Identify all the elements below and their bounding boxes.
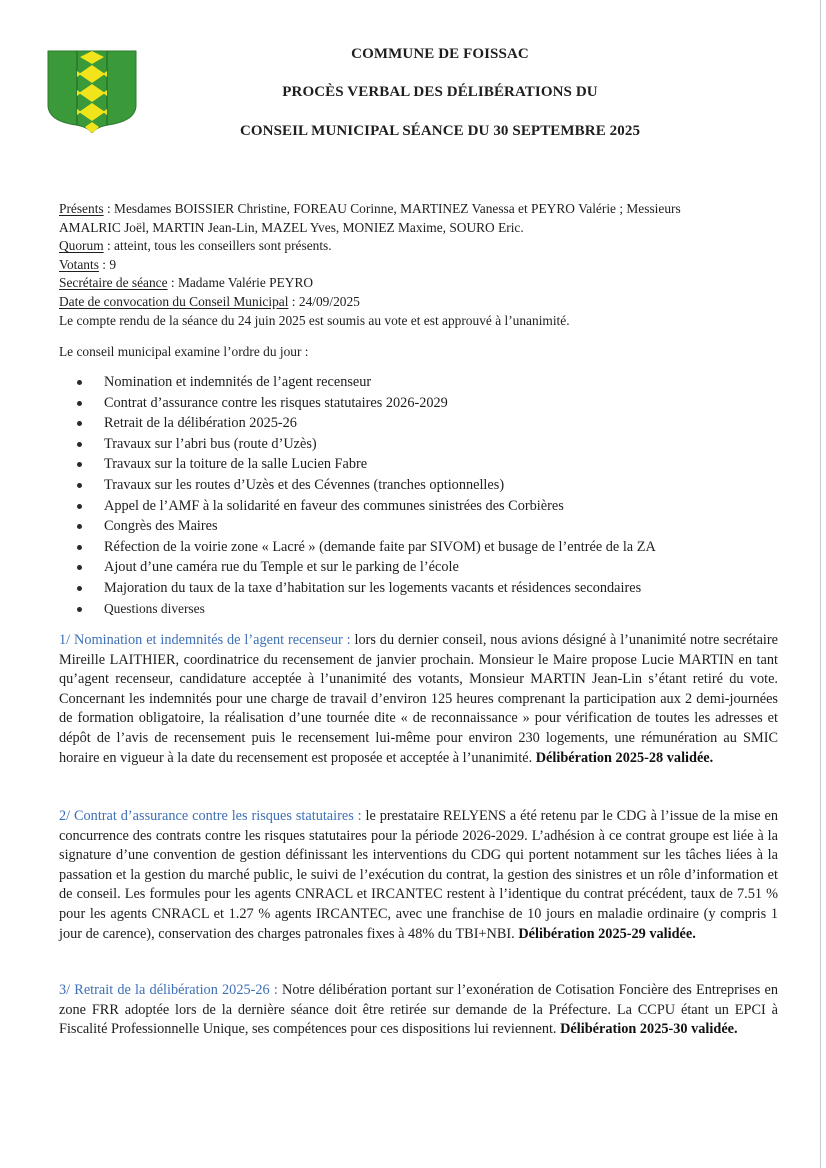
section-body: le prestataire RELYENS a été retenu par le CDG à l’issue de la mise en concurrence des contrats contre les risques statutaires pour la période 2026-2029. L’adhésion à ce contrat groupe est liée à la signature d’une convention de gestion définissant les interventions du CDG qui portent notamment sur les tâches liées à la passation et la gestion du marché public, le suivi de l’exécution du contrat, la gestion des sinistres et un rôle d’information et de conseil. Les formules pour les agents CNRACL et IRCANTEC restent à l’identique du contrat précédent, taux de 7.51 % pour les agents CNRACL et 1.27 % agents IRCANTEC, avec une franchise de 10 jours en maladie ordinaire (y compris 1 jour de carence), conservation des charges patronales fixes à 48% du TBI+NBI. — [59, 808, 779, 942]
bullet-icon — [77, 524, 82, 529]
agenda-intro: Le conseil municipal examine l’ordre du jour : — [59, 344, 309, 359]
secretaire-label: Secrétaire de séance — [59, 275, 168, 291]
bullet-icon — [77, 462, 82, 467]
quorum-value: : atteint, tous les conseillers sont présents. — [103, 238, 332, 254]
agenda-item: Congrès des Maires — [75, 516, 656, 537]
convocation-value: : 24/09/2025 — [288, 293, 360, 309]
presents-line — [59, 200, 779, 219]
agenda-list — [75, 372, 656, 619]
agenda-item: Questions diverses — [75, 599, 656, 620]
agenda-item: Majoration du taux de la taxe d’habitation sur les logements vacants et résidences secondaires — [75, 578, 656, 599]
quorum-line — [59, 237, 779, 256]
section-decision: Délibération 2025-30 validée. — [560, 1021, 738, 1038]
agenda-item: Nomination et indemnités de l’agent recenseur — [75, 372, 656, 393]
votants-label: Votants — [59, 256, 99, 272]
convocation-label: Date de convocation du Conseil Municipal — [59, 293, 289, 309]
quorum-label: Quorum — [59, 238, 104, 254]
secretaire-value: : Madame Valérie PEYRO — [167, 275, 314, 291]
section-body: Notre délibération portant sur l’exonération de Cotisation Foncière des Entreprises en zone FRR adoptée lors de la dernière séance doit être retirée sur demande de la Préfecture. La CCPU étant un EPCI à Fiscalité Professionnelle Unique, ses compétences pour ces dispositions lui reviennent. — [59, 982, 778, 1038]
agenda-item: Travaux sur l’abri bus (route d’Uzès) — [75, 434, 656, 455]
bullet-icon — [77, 607, 82, 612]
bullet-icon — [77, 545, 82, 550]
votants-value: : 9 — [98, 256, 117, 272]
convocation-line — [59, 293, 779, 312]
attendance-block — [59, 200, 779, 330]
agenda-item: Retrait de la délibération 2025-26 — [75, 413, 656, 434]
agenda-item: Travaux sur les routes d’Uzès et des Cévennes (tranches optionnelles) — [75, 475, 656, 496]
bullet-icon — [77, 565, 82, 570]
bullet-icon — [77, 421, 82, 426]
agenda-item: Réfection de la voirie zone « Lacré » (demande faite par SIVOM) et busage de l’entrée de la ZA — [75, 537, 656, 558]
document-title: PROCÈS VERBAL DES DÉLIBÉRATIONS DU — [282, 84, 598, 100]
bullet-icon — [77, 483, 82, 488]
page-edge-line — [820, 0, 821, 1168]
presents-label: Présents — [59, 201, 104, 216]
secretaire-line — [59, 274, 779, 293]
votants-line — [59, 256, 779, 275]
section-contrat-assurance — [59, 807, 778, 944]
bullet-icon — [77, 504, 82, 509]
agenda-item: Travaux sur la toiture de la salle Lucien Fabre — [75, 454, 656, 475]
section-heading: 3/ Retrait de la délibération 2025-26 : — [59, 982, 278, 998]
session-title: CONSEIL MUNICIPAL SÉANCE DU 30 SEPTEMBRE 2025 — [239, 123, 641, 139]
agenda-item: Appel de l’AMF à la solidarité en faveur des communes sinistrées des Corbières — [75, 496, 656, 517]
section-decision: Délibération 2025-28 validée. — [535, 749, 714, 766]
section-heading: 2/ Contrat d’assurance contre les risques statutaires : — [59, 808, 362, 824]
section-body: lors du dernier conseil, nous avions désigné à l’unanimité notre secrétaire Mireille LAITHIER, coordinatrice du recensement de janvier prochain. Monsieur le Maire propose Lucie MARTIN en tant qu’agent recenseur, candidature acceptée à l’unanimité des votants, Monsieur MARTIN Jean-Lin s’étant retiré du vote. Concernant les indemnités pour une charge de travail d’environ 125 heures comprenant la participation aux 2 demi-journées de formation obligatoire, la réalisation d’une tournée dite « de reconnaissance » pour vérification de toutes les adresses et dépôt de l’avis de recensement puis le recensement lui-même pour environ 230 logements, une rémunération au SMIC horaire en vigueur à la date du recensement est proposée et acceptée à l’unanimité. — [59, 632, 778, 766]
presents-line-2: AMALRIC Joël, MARTIN Jean-Lin, MAZEL Yves, MONIEZ Maxime, SOURO Eric. — [59, 219, 524, 235]
section-retrait-deliberation — [59, 981, 778, 1040]
bullet-icon — [77, 442, 82, 447]
commune-title: COMMUNE DE FOISSAC — [351, 46, 529, 62]
section-heading: 1/ Nomination et indemnités de l’agent recenseur : — [59, 632, 351, 648]
agenda-item: Contrat d’assurance contre les risques statutaires 2026-2029 — [75, 393, 656, 414]
presents-value: : Mesdames BOISSIER Christine, FOREAU Corinne, MARTINEZ Vanessa et PEYRO Valérie ; Messieurs — [103, 201, 681, 216]
bullet-icon — [77, 380, 82, 385]
agenda-item: Ajout d’une caméra rue du Temple et sur le parking de l’école — [75, 557, 656, 578]
bullet-icon — [77, 401, 82, 406]
compte-rendu-line: Le compte rendu de la séance du 24 juin 2025 est soumis au vote et est approuvé à l’unanimité. — [59, 312, 570, 328]
bullet-icon — [77, 586, 82, 591]
foissac-coat-of-arms-icon — [44, 47, 140, 133]
section-agent-recenseur — [59, 631, 778, 768]
section-decision: Délibération 2025-29 validée. — [518, 925, 696, 942]
